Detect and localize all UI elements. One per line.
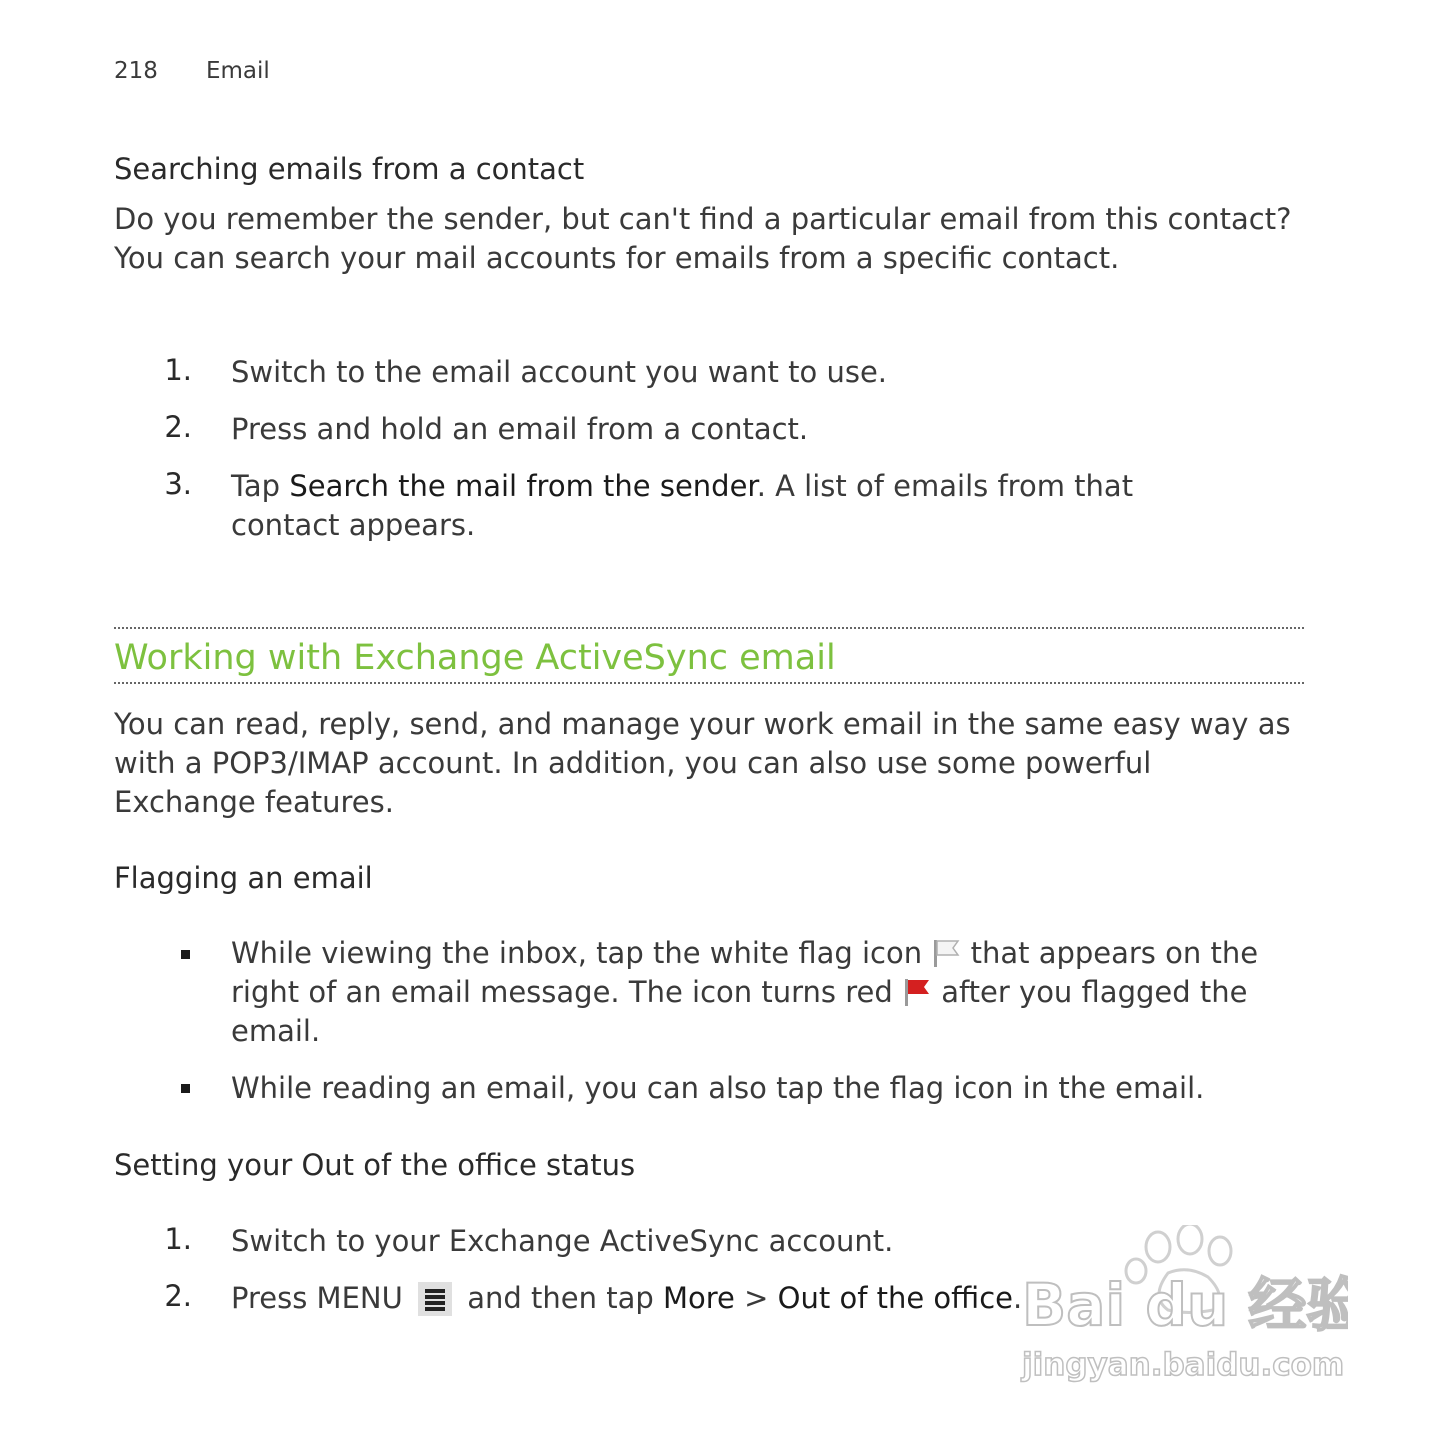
divider-top — [114, 627, 1304, 629]
header-section: Email — [206, 58, 270, 84]
bullet-text: While reading an email, you can also tap the flag icon in the email. — [231, 1071, 1205, 1105]
bullet-text-part: after you flagged the email. — [231, 975, 1248, 1048]
search-intro: Do you remember the sender, but can't find a particular email from this contact? You can search your mail accounts for emails from a specific contact. — [114, 202, 1292, 275]
watermark-brand: Bai du 经验 — [1022, 1271, 1348, 1339]
bullet — [181, 950, 190, 959]
exchange-intro: You can read, reply, send, and manage your work email in the same easy way as with a POP3/IMAP account. In addition, you can also use some powerful Exchange features. — [114, 707, 1291, 819]
page-header — [114, 58, 270, 84]
bullet-text-part: While viewing the inbox, tap the white flag icon — [231, 936, 932, 970]
section-title: Working with Exchange ActiveSync email — [114, 638, 836, 678]
step-number: 2. — [164, 1279, 192, 1313]
oof-heading: Setting your Out of the office status — [114, 1148, 636, 1182]
step-number: 1. — [164, 1222, 192, 1256]
bullet — [181, 1084, 190, 1093]
step-text-pre: Press MENU — [231, 1281, 413, 1315]
step-text-post: . A list of emails from that contact appears. — [231, 469, 1134, 542]
step-number: 3. — [164, 467, 192, 501]
menu-separator: > — [734, 1281, 778, 1315]
bullet-text — [231, 934, 1311, 1051]
baidu-watermark — [1018, 1225, 1348, 1390]
step-number: 2. — [164, 410, 192, 444]
step-text-mid: and then tap — [458, 1281, 663, 1315]
step-text — [231, 467, 1231, 545]
flag-heading: Flagging an email — [114, 861, 373, 895]
out-of-office-option: Out of the office — [777, 1281, 1013, 1315]
step-text-post: . — [1013, 1281, 1023, 1315]
bullet-text-part: that appears on the right of an email message. The icon turns red — [231, 936, 1259, 1009]
search-heading: Searching emails from a contact — [114, 152, 585, 186]
red-flag-icon — [902, 977, 932, 1007]
step-number: 1. — [164, 353, 192, 387]
search-sender-option: Search the mail from the sender — [289, 469, 757, 503]
white-flag-icon — [931, 938, 961, 968]
step-text: Switch to the email account you want to use. — [231, 355, 888, 389]
page-number: 218 — [114, 58, 158, 84]
baidu-paw-icon — [1018, 1225, 1348, 1390]
more-option: More — [663, 1281, 735, 1315]
menu-icon — [418, 1282, 452, 1316]
step-text-pre: Tap — [231, 469, 290, 503]
step-text: Press and hold an email from a contact. — [231, 412, 809, 446]
divider-bottom — [114, 682, 1304, 684]
step-text: Switch to your Exchange ActiveSync account. — [231, 1224, 894, 1258]
watermark-url: jingyan.baidu.com — [1022, 1347, 1345, 1383]
